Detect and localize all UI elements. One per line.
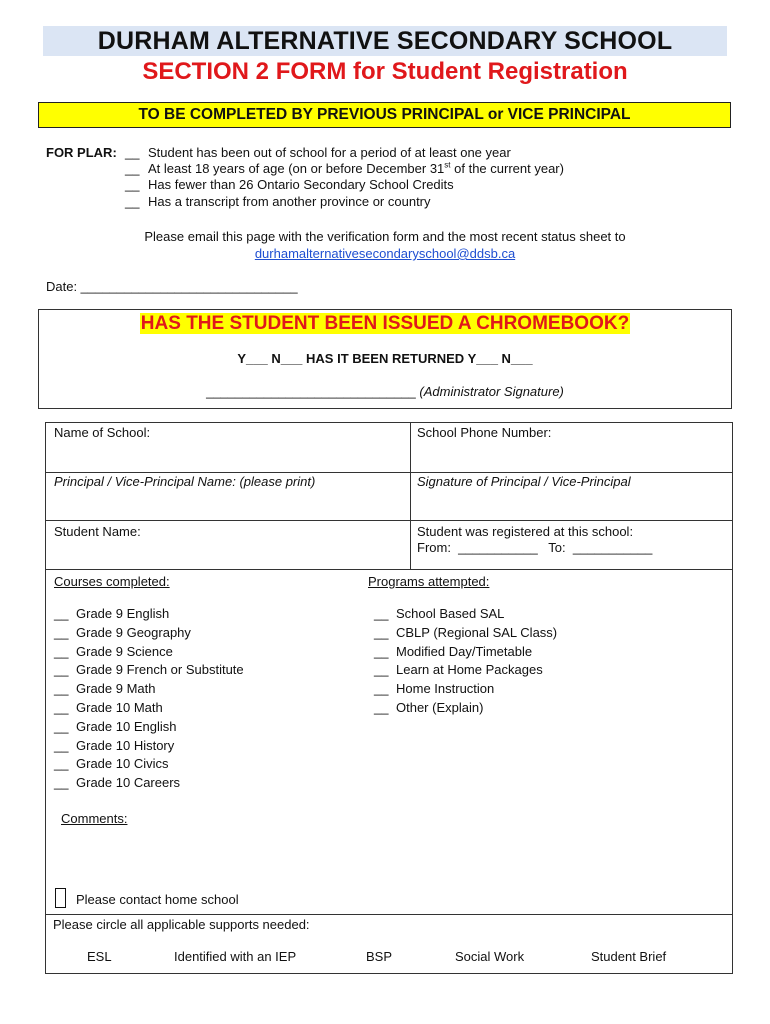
table-divider <box>45 914 733 915</box>
table-divider <box>45 569 733 570</box>
program-item[interactable]: __ Other (Explain) <box>374 699 484 715</box>
school-name-field[interactable]: Name of School: <box>54 425 151 440</box>
chromebook-yes-no[interactable]: Y___ N___ HAS IT BEEN RETURNED Y___ N___ <box>237 351 533 366</box>
courses-list <box>54 605 244 793</box>
administrator-signature-line[interactable] <box>38 384 732 399</box>
plar-item-text: Has fewer than 26 Ontario Secondary School Credits <box>148 177 454 192</box>
plar-blank[interactable]: __ <box>125 177 140 192</box>
plar-blank[interactable]: __ <box>125 145 140 160</box>
plar-item <box>125 177 454 194</box>
course-item[interactable]: __ Grade 10 Civics <box>54 756 169 772</box>
principal-signature-field[interactable]: Signature of Principal / Vice-Principal <box>417 474 631 489</box>
plar-label: FOR PLAR: <box>46 145 117 160</box>
support-iep[interactable]: Identified with an IEP <box>174 949 297 964</box>
email-link[interactable]: durhamalternativesecondaryschool@ddsb.ca <box>254 246 516 261</box>
table-divider <box>45 520 733 521</box>
plar-item <box>125 161 564 178</box>
program-item[interactable]: __ Home Instruction <box>374 681 495 697</box>
course-item[interactable]: __ Grade 9 Science <box>54 643 173 659</box>
course-item[interactable]: __ Grade 9 Geography <box>54 624 191 640</box>
school-phone-field[interactable]: School Phone Number: <box>417 425 552 440</box>
course-item[interactable]: __ Grade 9 French or Substitute <box>54 662 244 678</box>
email-instruction: Please email this page with the verification form and the most recent status sheet to <box>144 229 626 244</box>
program-item[interactable]: __ CBLP (Regional SAL Class) <box>374 624 558 640</box>
plar-item-text: Has a transcript from another province or country <box>148 194 431 209</box>
programs-list <box>374 605 557 718</box>
contact-home-label: Please contact home school <box>76 892 239 907</box>
support-bsp[interactable]: BSP <box>366 949 393 964</box>
courses-heading: Courses completed: <box>54 574 170 589</box>
chromebook-question-text: HAS THE STUDENT BEEN ISSUED A CHROMEBOOK? <box>140 313 630 334</box>
student-name-field[interactable]: Student Name: <box>54 524 141 539</box>
support-esl[interactable]: ESL <box>87 949 112 964</box>
form-title: SECTION 2 FORM for Student Registration <box>142 58 628 85</box>
program-item[interactable]: __ Learn at Home Packages <box>374 662 543 678</box>
support-student-brief[interactable]: Student Brief <box>591 949 667 964</box>
plar-age-before: At least 18 years of age (on or before December 31 <box>148 161 445 176</box>
programs-heading: Programs attempted: <box>368 574 490 589</box>
registered-label: Student was registered at this school: <box>417 524 634 539</box>
chromebook-question <box>38 313 732 335</box>
plar-item <box>125 145 511 162</box>
plar-item <box>125 194 431 211</box>
course-item[interactable]: __ Grade 9 Math <box>54 681 156 697</box>
plar-item-text: Student has been out of school for a period of at least one year <box>148 145 511 160</box>
comments-field[interactable]: Comments: <box>61 811 128 826</box>
signature-label: (Administrator Signature) <box>419 384 564 399</box>
completion-banner: TO BE COMPLETED BY PREVIOUS PRINCIPAL or VICE PRINCIPAL <box>38 102 731 128</box>
plar-age-after: of the current year) <box>450 161 564 176</box>
page-title: DURHAM ALTERNATIVE SECONDARY SCHOOL <box>97 27 673 55</box>
plar-blank[interactable]: __ <box>125 161 140 176</box>
table-column-divider <box>410 422 411 569</box>
signature-blank[interactable]: _____________________________ <box>206 384 416 399</box>
program-item[interactable]: __ Modified Day/Timetable <box>374 643 533 659</box>
course-item[interactable]: __ Grade 10 Careers <box>54 775 181 791</box>
date-field[interactable]: Date: ______________________________ <box>46 279 298 294</box>
table-divider <box>45 472 733 473</box>
supports-label: Please circle all applicable supports needed: <box>53 917 310 932</box>
support-social-work[interactable]: Social Work <box>455 949 525 964</box>
course-item[interactable]: __ Grade 9 English <box>54 606 170 621</box>
course-item[interactable]: __ Grade 10 History <box>54 737 175 753</box>
from-to-field[interactable]: From: ___________ To: ___________ <box>417 540 653 555</box>
plar-age-sup: st <box>444 160 451 170</box>
course-item[interactable]: __ Grade 10 English <box>54 718 177 734</box>
plar-blank[interactable]: __ <box>125 194 140 209</box>
program-item[interactable]: __ School Based SAL <box>374 606 505 621</box>
course-item[interactable]: __ Grade 10 Math <box>54 699 163 715</box>
contact-home-checkbox[interactable] <box>55 888 66 908</box>
principal-name-field[interactable]: Principal / Vice-Principal Name: (please print) <box>54 474 316 489</box>
